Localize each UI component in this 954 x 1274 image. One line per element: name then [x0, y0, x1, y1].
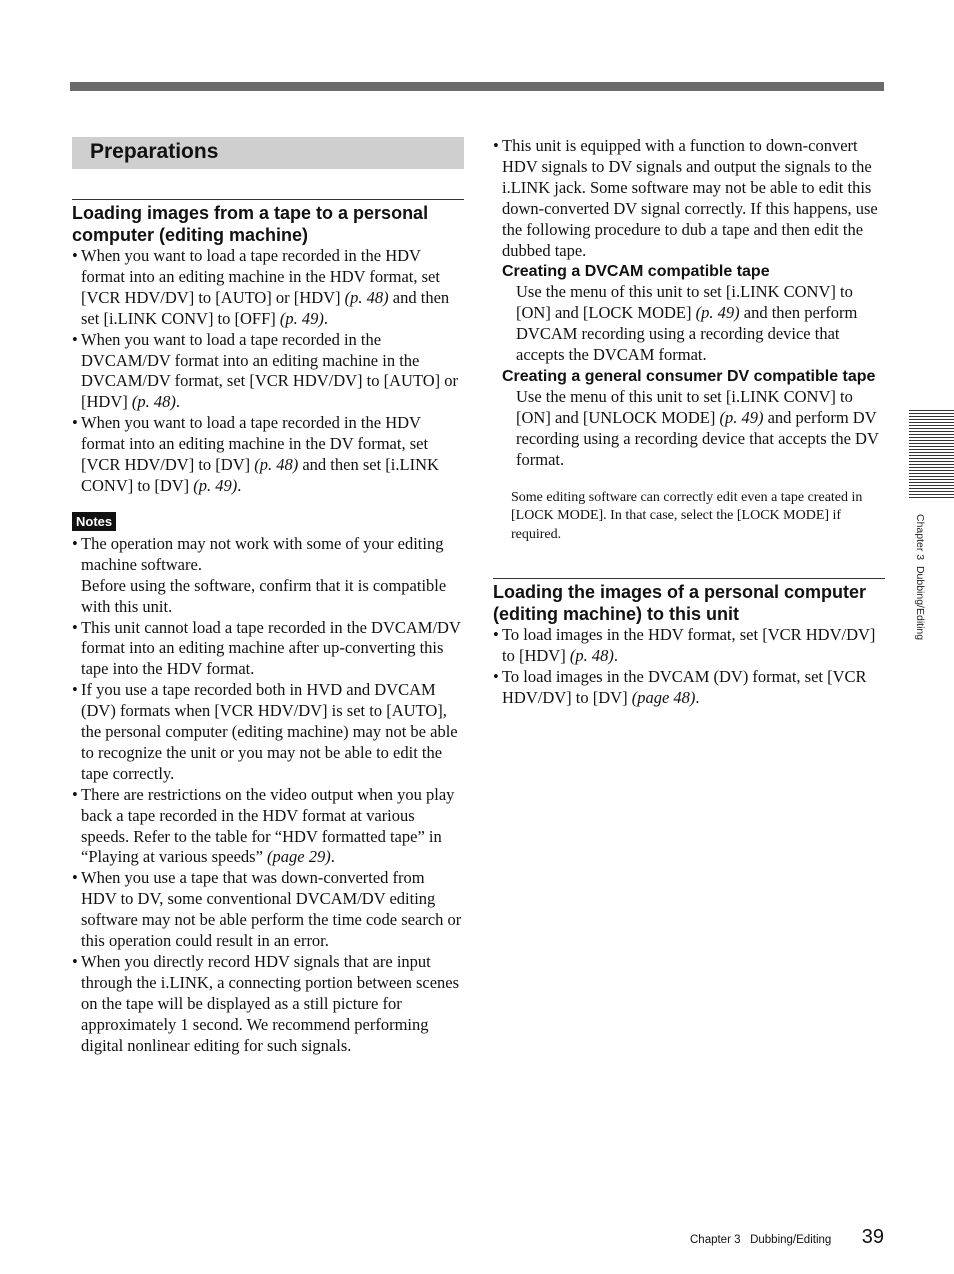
list-item: • When you want to load a tape recorded in the HDV format into an editing machine in the DV format, set [VCR HDV/DV] to [DV] (p. 48) and then set [i.LINK CONV] to [DV] (p. 49). — [72, 413, 464, 497]
note-item: • When you use a tape that was down-converted from HDV to DV, some conventional DVCAM/DV editing software may not be able perform the time code search or this operation could result in an error. — [72, 868, 464, 952]
note-item: • This unit cannot load a tape recorded in the DVCAM/DV format into an editing machine after up-converting this tape into the HDV format. — [72, 618, 464, 681]
load-to-unit-bullets — [493, 625, 885, 709]
footer-chapter: Chapter 3 Dubbing/Editing — [690, 1234, 832, 1246]
chapter-side-tab — [909, 410, 954, 500]
procedure-title-dv: Creating a general consumer DV compatible tape — [502, 368, 876, 386]
list-item: • To load images in the DVCAM (DV) format, set [VCR HDV/DV] to [DV] (page 48). — [493, 667, 885, 709]
page-reference: (p. 48) — [254, 455, 299, 475]
subheading-load-to-unit: Loading the images of a personal computer (editing machine) to this unit — [493, 578, 885, 625]
lock-mode-note: Some editing software can correctly edit even a tape created in [LOCK MODE]. In that case, select the [LOCK MODE] if required. — [511, 489, 863, 542]
section-title: Preparations — [72, 137, 464, 169]
page-reference: (page 29) — [267, 847, 331, 867]
list-item: • When you want to load a tape recorded in the DVCAM/DV format into an editing machine in the DVCAM/DV format, set [VCR HDV/DV] to [AUTO] or [HDV] (p. 48). — [72, 330, 464, 414]
page-number: 39 — [861, 1226, 884, 1248]
page-reference: (p. 48) — [344, 287, 389, 307]
notes-list — [72, 534, 464, 1057]
procedure-title-dvcam: Creating a DVCAM compatible tape — [502, 263, 770, 281]
top-rule — [70, 82, 884, 91]
procedure-body-dv: Use the menu of this unit to set [i.LINK CONV] to [ON] and [UNLOCK MODE] (p. 49) and perform DV recording using a recording device that accepts the DV format. — [516, 387, 879, 469]
procedure-body-dvcam: Use the menu of this unit to set [i.LINK CONV] to [ON] and [LOCK MODE] (p. 49) and then perform DVCAM recording using a recording device that accepts the DVCAM format. — [516, 282, 858, 365]
list-item: • When you want to load a tape recorded in the HDV format into an editing machine in the HDV format, set [VCR HDV/DV] to [AUTO] or [HDV] (p. 48) and then set [i.LINK CONV] to [OFF] (p. 49). — [72, 246, 464, 330]
right-column — [493, 136, 885, 709]
list-item: • This unit is equipped with a function to down-convert HDV signals to DV signals and output the signals to the i.LINK jack. Some software may not be able to edit this down-converted DV signal correctly. If this happens, use the following procedure to dub a tape and then edit the dubbed tape. — [493, 136, 885, 261]
page-reference: (p. 49) — [719, 407, 764, 427]
page-reference: (page 48) — [631, 688, 696, 708]
left-column — [72, 137, 464, 1057]
down-convert-bullet — [493, 136, 885, 261]
list-item: • To load images in the HDV format, set [VCR HDV/DV] to [HDV] (p. 48). — [493, 625, 885, 667]
subheading-load-to-pc: Loading images from a tape to a personal computer (editing machine) — [72, 199, 464, 246]
note-item: • If you use a tape recorded both in HVD and DVCAM (DV) formats when [VCR HDV/DV] is set to [AUTO], the personal computer (editing machine) may not be able to recognize the unit or you may not be able to edit the tape correctly. — [72, 680, 464, 785]
load-to-pc-bullets — [72, 246, 464, 497]
page-reference: (p. 48) — [131, 392, 176, 412]
page-reference: (p. 49) — [193, 475, 238, 495]
page-reference: (p. 48) — [569, 646, 614, 666]
page-reference: (p. 49) — [279, 308, 324, 328]
chapter-side-label: Chapter 3 Dubbing/Editing — [914, 514, 926, 641]
note-item: • There are restrictions on the video output when you play back a tape recorded in the HDV format at various speeds. Refer to the table for “HDV formatted tape” in “Playing at various speeds” (page 29). — [72, 785, 464, 869]
notes-label: Notes — [72, 512, 116, 531]
note-item: • The operation may not work with some of your editing machine software. Before using the software, confirm that it is compatible with this unit. — [72, 534, 464, 618]
page-reference: (p. 49) — [695, 303, 740, 323]
note-item: • When you directly record HDV signals that are input through the i.LINK, a connecting portion between scenes on the tape will be displayed as a still picture for approximately 1 second. We recommend performing digital nonlinear editing for such signals. — [72, 952, 464, 1057]
